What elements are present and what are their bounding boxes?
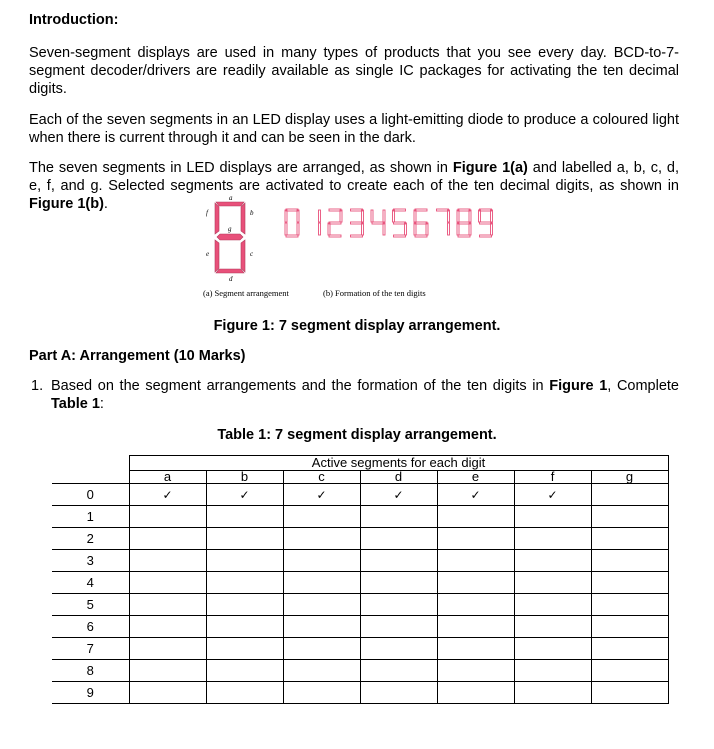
segment-cell-g[interactable] (591, 484, 668, 506)
table-row (52, 594, 668, 616)
segment-cell-f[interactable] (514, 594, 591, 616)
segment-cell-b[interactable] (206, 572, 283, 594)
segment-cell-d[interactable] (360, 506, 437, 528)
segment-cell-d[interactable] (360, 528, 437, 550)
intro-paragraph-2: Each of the seven segments in an LED display uses a light-emitting diode to produce a coloured light when there is current through it and can be seen in the dark. (29, 112, 679, 146)
column-header-c: c (283, 471, 360, 484)
digit-glyph-3 (351, 209, 364, 237)
digit-glyph-4 (371, 210, 385, 235)
digit-text-1: 1 (310, 228, 312, 229)
digit-text-3: 3 (353, 228, 355, 229)
segment-cell-d[interactable]: ✓ (360, 484, 437, 506)
label-a: a (229, 196, 233, 202)
segment-cell-e[interactable] (437, 550, 514, 572)
segment-cell-g[interactable] (591, 550, 668, 572)
table-row (52, 484, 668, 506)
segment-cell-e[interactable] (437, 594, 514, 616)
segment-cell-e[interactable] (437, 682, 514, 704)
digit-label: 0 (52, 484, 129, 506)
segment-cell-c[interactable] (283, 616, 360, 638)
table-row (52, 572, 668, 594)
segment-cell-e[interactable] (437, 660, 514, 682)
segment-arrangement-figure (200, 196, 270, 282)
question-text: Based on the segment arrangements and the formation of the ten digits in Figure 1, Complete Table 1: (51, 378, 679, 412)
segment-cell-g[interactable] (591, 572, 668, 594)
digit-label: 8 (52, 660, 129, 682)
caption-a: (a) Segment arrangement (203, 288, 289, 298)
digit-glyph-6 (414, 209, 428, 237)
segment-d (216, 269, 244, 273)
segment-cell-f[interactable] (514, 572, 591, 594)
digit-label: 1 (52, 506, 129, 528)
digit-label: 4 (52, 572, 129, 594)
digit-text-9: 9 (482, 228, 484, 229)
segment-cell-f[interactable] (514, 616, 591, 638)
digit-text-7: 7 (439, 228, 441, 229)
segment-cell-b[interactable] (206, 528, 283, 550)
segment-cell-b[interactable] (206, 550, 283, 572)
digit-formation-figure (284, 208, 500, 240)
label-b: b (250, 209, 254, 217)
segment-e (215, 240, 219, 272)
digit-text-5: 5 (396, 228, 398, 229)
segment-cell-f[interactable]: ✓ (514, 484, 591, 506)
digit-text-6: 6 (418, 228, 419, 229)
table-row (52, 550, 668, 572)
column-header-b: b (206, 471, 283, 484)
label-e: e (206, 250, 210, 258)
segment-cell-d[interactable] (360, 550, 437, 572)
digit-glyph-7 (437, 209, 450, 235)
segment-cell-b[interactable] (206, 660, 283, 682)
table-row (52, 528, 668, 550)
segment-cell-c[interactable] (283, 638, 360, 660)
segment-cell-c[interactable] (283, 506, 360, 528)
segment-b (241, 203, 245, 234)
segment-cell-b[interactable] (206, 638, 283, 660)
digit-glyph-8 (457, 209, 471, 237)
table-row (52, 616, 668, 638)
segment-cell-b[interactable] (206, 506, 283, 528)
figure-caption: Figure 1: 7 segment display arrangement. (213, 318, 501, 334)
segment-cell-e[interactable] (437, 528, 514, 550)
segment-cell-e[interactable] (437, 506, 514, 528)
segment-cell-g[interactable] (591, 682, 668, 704)
segment-cell-e[interactable] (437, 572, 514, 594)
digit-glyph-0 (285, 209, 299, 237)
digit-label: 9 (52, 682, 129, 704)
segment-cell-g[interactable] (591, 638, 668, 660)
segment-cell-a[interactable] (129, 660, 206, 682)
segment-table (52, 455, 669, 704)
segment-cell-a[interactable] (129, 682, 206, 704)
column-header-d: d (360, 471, 437, 484)
segment-cell-a[interactable] (129, 616, 206, 638)
table-row (52, 638, 668, 660)
segment-cell-a[interactable] (129, 594, 206, 616)
intro-heading: Introduction: (29, 12, 119, 28)
table-row (52, 682, 668, 704)
segment-cell-c[interactable] (283, 572, 360, 594)
intro-paragraph-3: The seven segments in LED displays are arranged, as shown in Figure 1(a) and labelled a, b, c, d, e, f, and g. Selected segments are activated to create each of the ten decimal digits, as shown in Figure 1(b). (29, 160, 680, 212)
segment-cell-b[interactable]: ✓ (206, 484, 283, 506)
segment-cell-a[interactable] (129, 638, 206, 660)
segment-cell-f[interactable] (514, 682, 591, 704)
label-c: c (250, 250, 254, 258)
column-header-g: g (591, 471, 668, 484)
segment-cell-f[interactable] (514, 550, 591, 572)
segment-cell-g[interactable] (591, 616, 668, 638)
column-header-a: a (129, 471, 206, 484)
label-g: g (228, 225, 232, 233)
segment-g (217, 234, 243, 240)
segment-cell-d[interactable] (360, 572, 437, 594)
segment-cell-a[interactable] (129, 550, 206, 572)
column-header-f: f (514, 471, 591, 484)
segment-cell-c[interactable] (283, 528, 360, 550)
digit-glyph-9 (479, 209, 493, 237)
segment-cell-g[interactable] (591, 506, 668, 528)
segment-cell-e[interactable] (437, 616, 514, 638)
digit-glyph-5 (393, 209, 407, 237)
digit-text-2: 2 (332, 228, 333, 229)
segment-cell-e[interactable] (437, 638, 514, 660)
segment-cell-c[interactable] (283, 682, 360, 704)
label-d: d (229, 275, 233, 282)
table-row (52, 506, 668, 528)
segment-c (241, 240, 245, 272)
segment-cell-a[interactable] (129, 528, 206, 550)
segment-cell-g[interactable] (591, 660, 668, 682)
segment-cell-a[interactable]: ✓ (129, 484, 206, 506)
intro-paragraph-1: Seven-segment displays are used in many types of products that you see every day. BCD-to-7-segment decoder/drivers are readily available as single IC packages for activating the ten decimal digits. (29, 45, 679, 97)
segment-cell-c[interactable]: ✓ (283, 484, 360, 506)
digit-label: 5 (52, 594, 129, 616)
digit-glyph-1 (311, 210, 321, 235)
segment-cell-b[interactable] (206, 616, 283, 638)
label-f: f (206, 209, 208, 217)
digit-glyph-2 (328, 209, 342, 237)
segment-cell-f[interactable] (514, 660, 591, 682)
question-number: 1. (31, 378, 44, 394)
segment-cell-f[interactable] (514, 506, 591, 528)
segment-cell-d[interactable] (360, 660, 437, 682)
digit-label: 6 (52, 616, 129, 638)
segment-cell-d[interactable] (360, 638, 437, 660)
segment-cell-g[interactable] (591, 528, 668, 550)
segment-f (215, 203, 219, 234)
table-header: Active segments for each digit (129, 456, 668, 471)
table-caption: Table 1: 7 segment display arrangement. (217, 427, 497, 443)
segment-cell-b[interactable] (206, 594, 283, 616)
segment-cell-d[interactable] (360, 594, 437, 616)
digit-label: 2 (52, 528, 129, 550)
segment-a (216, 202, 244, 206)
digit-text-0: 0 (289, 228, 290, 229)
column-header-e: e (437, 471, 514, 484)
table-row (52, 660, 668, 682)
digit-text-4: 4 (375, 228, 376, 229)
digit-label: 3 (52, 550, 129, 572)
segment-cell-f[interactable] (514, 528, 591, 550)
segment-cell-c[interactable] (283, 660, 360, 682)
segment-cell-c[interactable] (283, 594, 360, 616)
digit-text-8: 8 (461, 228, 462, 229)
segment-cell-e[interactable]: ✓ (437, 484, 514, 506)
segment-cell-f[interactable] (514, 638, 591, 660)
segment-cell-g[interactable] (591, 594, 668, 616)
segment-cell-a[interactable] (129, 572, 206, 594)
segment-cell-c[interactable] (283, 550, 360, 572)
part-a-heading: Part A: Arrangement (10 Marks) (29, 348, 246, 364)
segment-cell-a[interactable] (129, 506, 206, 528)
segment-cell-b[interactable] (206, 682, 283, 704)
digit-label: 7 (52, 638, 129, 660)
caption-b: (b) Formation of the ten digits (323, 288, 426, 298)
segment-cell-d[interactable] (360, 682, 437, 704)
segment-cell-d[interactable] (360, 616, 437, 638)
